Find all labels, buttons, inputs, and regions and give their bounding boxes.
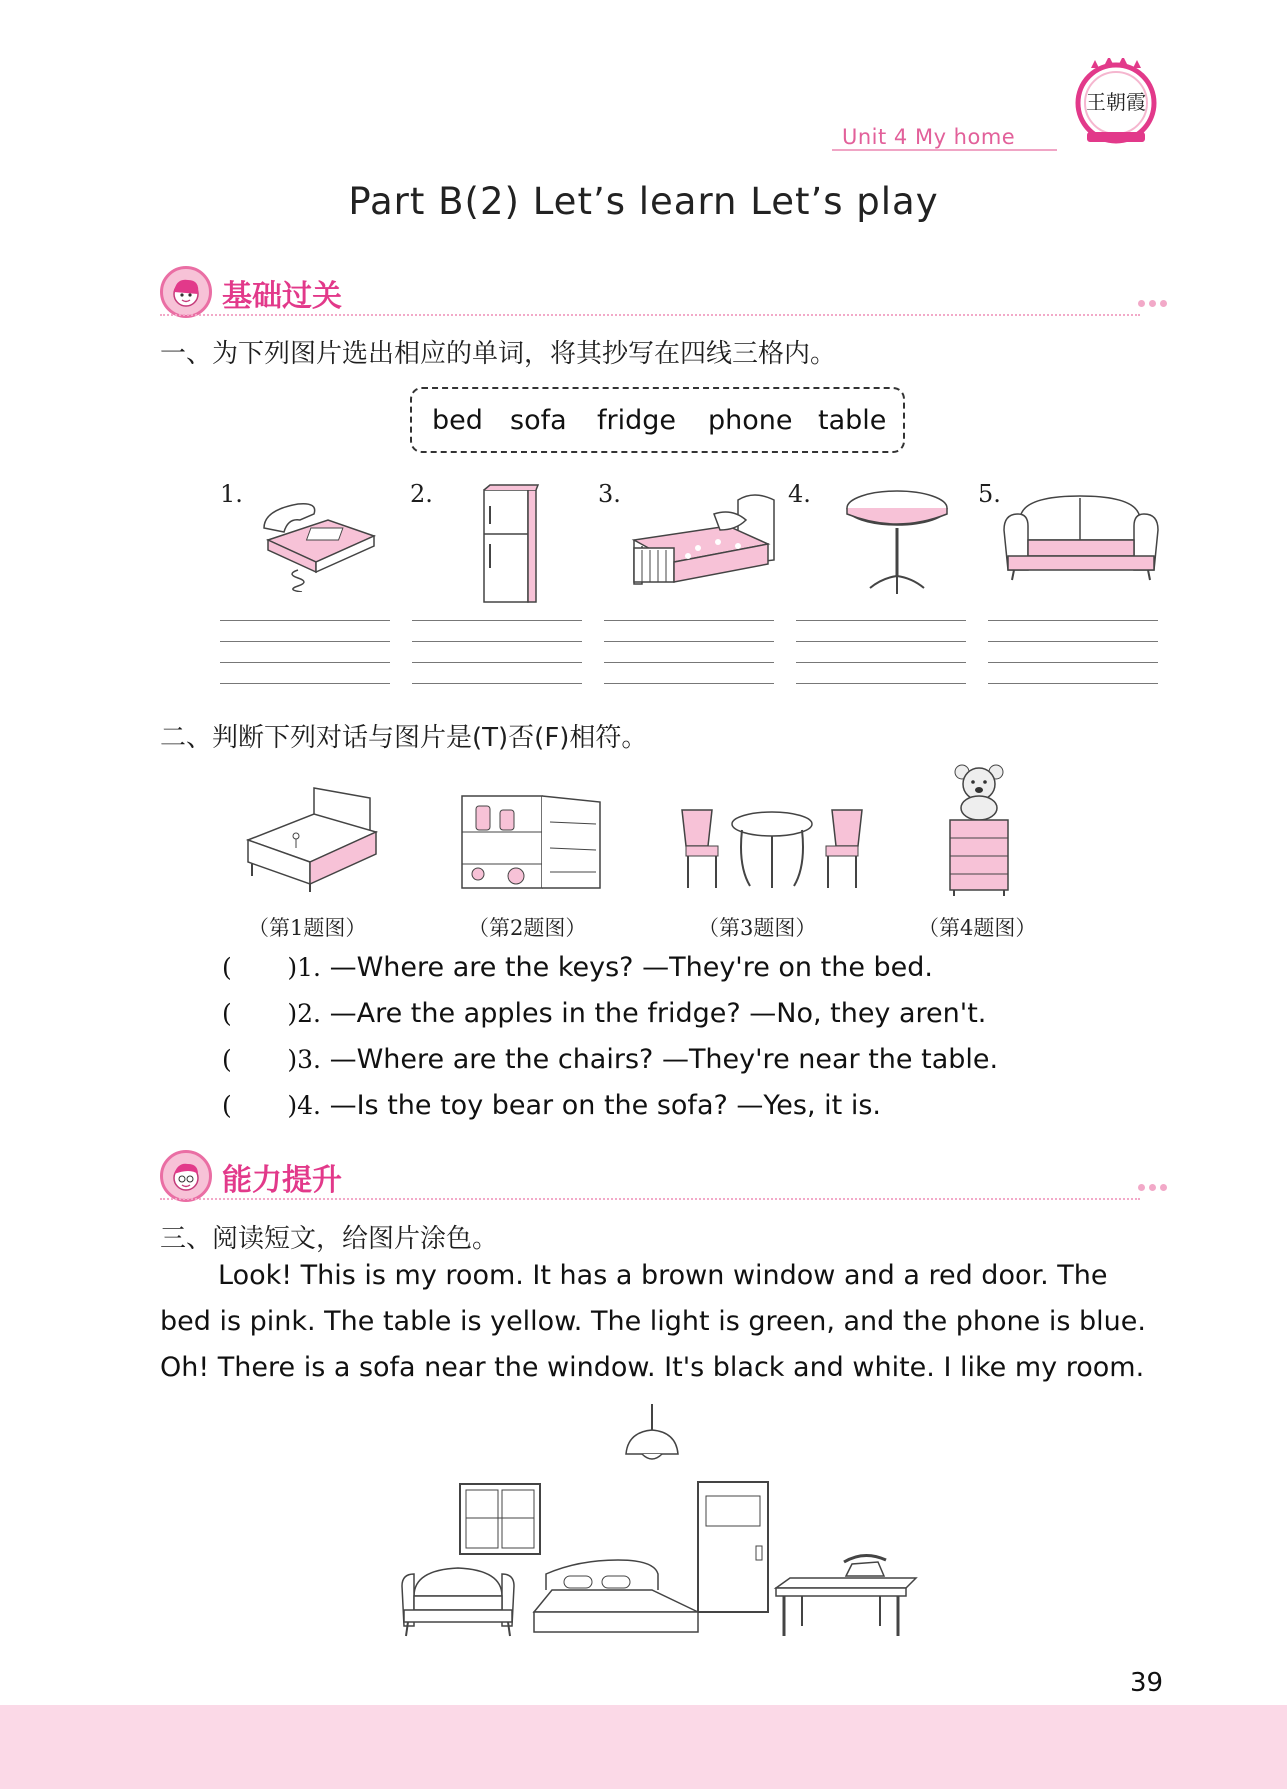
word-bank-item: bed xyxy=(432,405,483,436)
page-number: 39 xyxy=(1130,1668,1164,1698)
question-1-heading: 一、为下列图片选出相应的单词，将其抄写在四线三格内。 xyxy=(160,339,837,369)
dialogue-text: —Where are the keys? —They're on the bed. xyxy=(329,952,933,983)
bear-on-cabinet-picture xyxy=(944,762,1014,898)
answer-blank[interactable]: ( xyxy=(222,1045,288,1074)
tf-item-3 xyxy=(222,1044,998,1075)
phone-icon xyxy=(844,1555,886,1576)
sofa-icon xyxy=(1000,490,1162,582)
answer-blank[interactable]: ( xyxy=(222,999,288,1028)
tf-item-4 xyxy=(222,1090,881,1121)
picture-caption-4: （第4题图） xyxy=(918,916,1037,940)
word-bank-item: table xyxy=(818,405,887,436)
fridge-icon xyxy=(480,484,540,606)
item-number: 1. xyxy=(220,480,243,508)
word-bank-item: fridge xyxy=(597,405,676,436)
bed-icon xyxy=(628,490,778,596)
item-number: )4. xyxy=(287,1091,321,1120)
phone-icon xyxy=(258,492,380,592)
question-3-heading: 三、阅读短文，给图片涂色。 xyxy=(160,1224,499,1254)
item-number: 2. xyxy=(410,480,433,508)
writing-lines-3[interactable] xyxy=(604,620,774,704)
table-icon xyxy=(842,488,952,598)
girl-face-icon xyxy=(166,272,206,312)
lamp-icon xyxy=(626,1404,678,1459)
window-icon xyxy=(460,1484,540,1554)
writing-lines-5[interactable] xyxy=(988,620,1158,704)
unit-label: Unit 4 My home xyxy=(842,125,1016,149)
page-title: Part B(2) Let’s learn Let’s play xyxy=(348,180,939,223)
reading-passage: Look! This is my room. It has a brown window and a red door. The bed is pink. The table is yellow. The light is green, and the phone is blue. Oh! There is a sofa near the window. It's black and white. I like my room. xyxy=(160,1260,1146,1383)
item-number: )3. xyxy=(287,1045,321,1074)
picture-caption-1: （第1题图） xyxy=(248,916,367,940)
answer-blank[interactable]: ( xyxy=(222,1091,288,1120)
door-icon xyxy=(698,1482,768,1612)
table-chairs-picture xyxy=(678,806,866,892)
item-number: 5. xyxy=(978,480,1001,508)
dialogue-text: —Where are the chairs? —They're near the table. xyxy=(329,1044,999,1075)
bed-picture xyxy=(244,784,384,892)
bed-icon xyxy=(534,1560,698,1632)
sofa-icon xyxy=(402,1568,514,1636)
tf-item-2 xyxy=(222,998,986,1029)
writing-lines-4[interactable] xyxy=(796,620,966,704)
room-coloring-picture[interactable] xyxy=(398,1400,918,1646)
word-bank-item: sofa xyxy=(510,405,567,436)
section-title-advanced: 能力提升 xyxy=(222,1163,342,1198)
word-bank-item: phone xyxy=(708,405,793,436)
logo-text: 王朝霞 xyxy=(1086,90,1146,114)
picture-caption-2: （第2题图） xyxy=(468,916,587,940)
divider-dots xyxy=(1138,300,1167,307)
section-divider xyxy=(160,1198,1140,1200)
writing-lines-2[interactable] xyxy=(412,620,582,704)
item-number: 3. xyxy=(598,480,621,508)
open-fridge-picture xyxy=(458,792,604,892)
dialogue-text: —Is the toy bear on the sofa? —Yes, it is. xyxy=(329,1090,881,1121)
section-divider xyxy=(160,314,1140,316)
section-title-basic: 基础过关 xyxy=(222,279,342,314)
item-number: )1. xyxy=(287,953,321,982)
item-number: 4. xyxy=(788,480,811,508)
question-2-heading: 二、判断下列对话与图片是(T)否(F)相符。 xyxy=(160,723,648,753)
table-icon xyxy=(776,1578,916,1636)
picture-caption-3: （第3题图） xyxy=(698,916,817,940)
boy-face-icon xyxy=(166,1156,206,1196)
item-number: )2. xyxy=(287,999,321,1028)
divider-dots xyxy=(1138,1184,1167,1191)
writing-lines-1[interactable] xyxy=(220,620,390,704)
footer-band xyxy=(0,1705,1287,1789)
tf-item-1 xyxy=(222,952,933,983)
dialogue-text: —Are the apples in the fridge? —No, they aren't. xyxy=(329,998,987,1029)
brand-logo xyxy=(1073,58,1159,144)
word-bank xyxy=(410,387,905,453)
unit-rule xyxy=(832,149,1057,151)
answer-blank[interactable]: ( xyxy=(222,953,288,982)
